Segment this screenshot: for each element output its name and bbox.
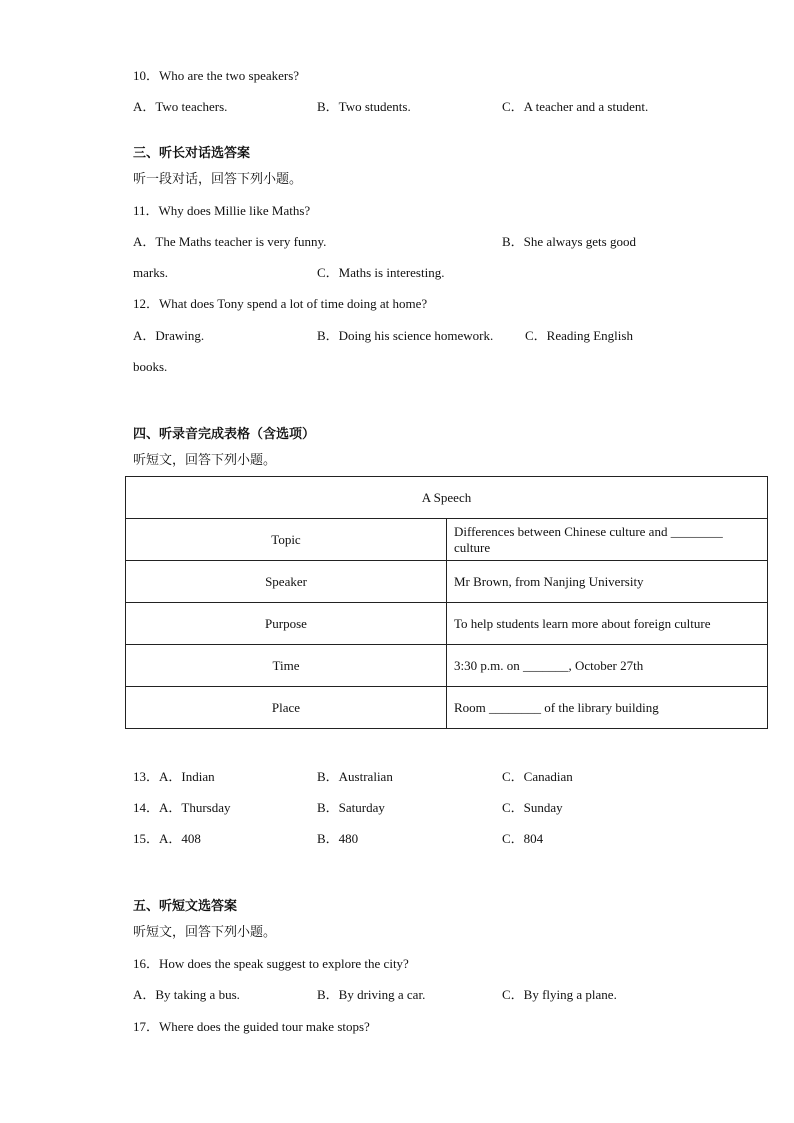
question-17-stem: 17．Where does the guided tour make stops?: [133, 1019, 370, 1034]
question-12-option-c[interactable]: C．Reading English: [525, 328, 633, 343]
row-label: Place: [126, 687, 447, 729]
section-3-heading: 三、听长对话选答案: [133, 146, 251, 161]
table-row: [126, 687, 768, 729]
row-value: Room ________ of the library building: [447, 687, 768, 729]
row-value: Differences between Chinese culture and ________ culture: [447, 519, 768, 561]
section-5-heading: 五、听短文选答案: [133, 899, 238, 914]
question-12-option-c-continued[interactable]: books.: [133, 359, 168, 374]
question-16-option-b[interactable]: B．By driving a car.: [317, 987, 426, 1002]
question-11-option-a[interactable]: A．The Maths teacher is very funny.: [133, 234, 327, 249]
table-row: [126, 645, 768, 687]
row-label: Topic: [126, 519, 447, 561]
question-15-option-a[interactable]: 15．A．408: [133, 831, 201, 846]
question-14-option-a[interactable]: 14．A．Thursday: [133, 800, 231, 815]
question-13-option-b[interactable]: B．Australian: [317, 769, 393, 784]
question-11-option-c[interactable]: C．Maths is interesting.: [317, 265, 445, 280]
row-label: Purpose: [126, 603, 447, 645]
question-11-option-b[interactable]: B．She always gets good: [502, 234, 636, 249]
table-row: [126, 519, 768, 561]
section-4-instruction: 听短文，回答下列小题。: [133, 453, 277, 468]
question-16-option-c[interactable]: C．By flying a plane.: [502, 987, 617, 1002]
row-label: Time: [126, 645, 447, 687]
question-15-option-c[interactable]: C．804: [502, 831, 544, 846]
question-16-stem: 16．How does the speak suggest to explore the city?: [133, 956, 409, 971]
row-value: 3:30 p.m. on _______, October 27th: [447, 645, 768, 687]
table-row: [126, 603, 768, 645]
row-label: Speaker: [126, 561, 447, 603]
question-14-option-b[interactable]: B．Saturday: [317, 800, 385, 815]
question-10-option-c[interactable]: C．A teacher and a student.: [502, 99, 649, 114]
question-11-stem: 11．Why does Millie like Maths?: [133, 203, 311, 218]
question-10-option-b[interactable]: B．Two students.: [317, 99, 411, 114]
question-12-option-b[interactable]: B．Doing his science homework.: [317, 328, 494, 343]
table-row: [126, 561, 768, 603]
question-10-option-a[interactable]: A．Two teachers.: [133, 99, 228, 114]
row-value: To help students learn more about foreign culture: [447, 603, 768, 645]
table-title: A Speech: [126, 477, 768, 519]
section-3-instruction: 听一段对话，回答下列小题。: [133, 172, 303, 187]
question-13-option-a[interactable]: 13．A．Indian: [133, 769, 215, 784]
speech-table: [125, 476, 768, 729]
question-14-option-c[interactable]: C．Sunday: [502, 800, 563, 815]
question-15-option-b[interactable]: B．480: [317, 831, 359, 846]
question-10-stem: 10．Who are the two speakers?: [133, 68, 300, 83]
row-value: Mr Brown, from Nanjing University: [447, 561, 768, 603]
question-16-option-a[interactable]: A．By taking a bus.: [133, 987, 240, 1002]
question-11-option-b-continued[interactable]: marks.: [133, 265, 169, 280]
question-12-stem: 12．What does Tony spend a lot of time doing at home?: [133, 296, 428, 311]
section-4-heading: 四、听录音完成表格（含选项）: [133, 427, 316, 442]
question-13-option-c[interactable]: C．Canadian: [502, 769, 573, 784]
section-5-instruction: 听短文，回答下列小题。: [133, 925, 277, 940]
question-12-option-a[interactable]: A．Drawing.: [133, 328, 205, 343]
